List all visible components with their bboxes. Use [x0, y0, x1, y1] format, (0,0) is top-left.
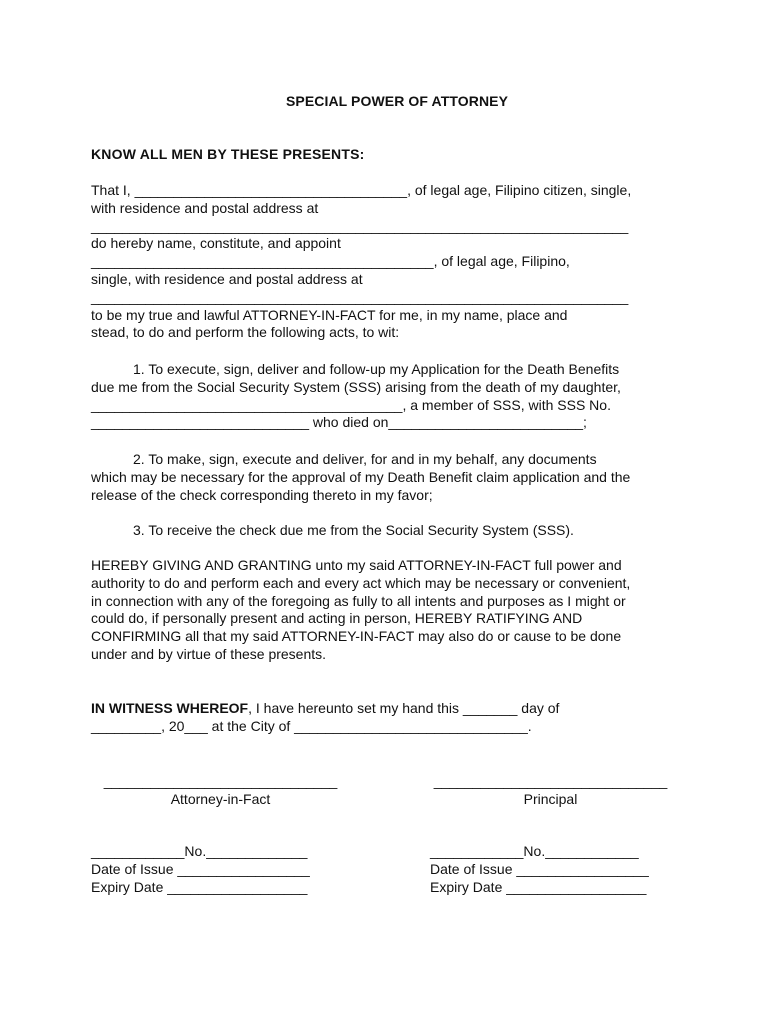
item-1-paragraph — [91, 361, 681, 432]
item-1-line: 1. To execute, sign, deliver and follow-up my Application for the Death Benefits — [133, 361, 620, 377]
hereby-line: CONFIRMING all that my said ATTORNEY-IN-FACT may also do or cause to be done — [91, 628, 622, 645]
item-2-paragraph — [91, 451, 681, 504]
item-1-line: ________________________________________, a member of SSS, with SSS No. — [91, 396, 611, 413]
intro-paragraph — [91, 182, 681, 342]
principal-id-date-of-issue: Date of Issue _________________ — [430, 860, 649, 877]
document-heading: KNOW ALL MEN BY THESE PRESENTS: — [91, 146, 365, 162]
intro-line: That I, ___________________________________, of legal age, Filipino citizen, single, — [91, 182, 632, 198]
principal-signature-block — [424, 773, 677, 809]
principal-signature-line: ______________________________ — [433, 773, 668, 789]
attorney-id-block — [91, 843, 310, 896]
principal-id-block — [430, 843, 649, 896]
witness-bold-text: IN WITNESS WHEREOF — [91, 700, 249, 716]
witness-line-2: _________, 20___ at the City of ______________________________. — [91, 717, 532, 734]
principal-signature-label: Principal — [523, 790, 578, 807]
item-1-line: ____________________________ who died on_________________________; — [91, 414, 587, 431]
attorney-id-number: ____________No._____________ — [91, 843, 308, 859]
intro-line: to be my true and lawful ATTORNEY-IN-FACT for me, in my name, place and — [91, 306, 568, 323]
item-1-line: due me from the Social Security System (SSS) arising from the death of my daughter, — [91, 378, 621, 395]
hereby-line: under and by virtue of these presents. — [91, 645, 327, 662]
item-2-line: which may be necessary for the approval of my Death Benefit claim application and the — [91, 468, 631, 485]
hereby-line: authority to do and perform each and every act which may be necessary or convenient, — [91, 574, 631, 591]
witness-line — [91, 700, 681, 718]
hereby-paragraph — [91, 557, 681, 664]
attorney-signature-line: ______________________________ — [103, 773, 338, 789]
item-3-paragraph — [91, 522, 681, 540]
intro-line: _____________________________________________________________________ — [91, 288, 629, 305]
hereby-line: in connection with any of the foregoing as fully to all intents and purposes as I might or — [91, 592, 626, 609]
intro-line: _____________________________________________________________________ — [91, 217, 629, 234]
hereby-line: could do, if personally present and acting in person, HEREBY RATIFYING AND — [91, 610, 583, 627]
witness-text: , I have hereunto set my hand this _______ day of — [248, 700, 560, 716]
principal-id-number: ____________No.____________ — [430, 843, 639, 859]
item-3-line: 3. To receive the check due me from the Social Security System (SSS). — [133, 522, 574, 538]
intro-line: single, with residence and postal address at — [91, 270, 363, 287]
item-2-line: release of the check corresponding thereto in my favor; — [91, 486, 433, 503]
hereby-line: HEREBY GIVING AND GRANTING unto my said ATTORNEY-IN-FACT full power and — [91, 557, 622, 573]
attorney-id-date-of-issue: Date of Issue _________________ — [91, 860, 310, 877]
intro-line: do hereby name, constitute, and appoint — [91, 235, 341, 252]
document-title: SPECIAL POWER OF ATTORNEY — [285, 93, 509, 109]
item-2-line: 2. To make, sign, execute and deliver, for and in my behalf, any documents — [133, 451, 597, 467]
principal-id-expiry-date: Expiry Date __________________ — [430, 878, 647, 895]
witness-paragraph — [91, 700, 681, 736]
attorney-signature-label: Attorney-in-Fact — [170, 790, 271, 807]
intro-line: stead, to do and perform the following acts, to wit: — [91, 324, 400, 341]
attorney-signature-block — [94, 773, 347, 809]
intro-line: with residence and postal address at — [91, 199, 319, 216]
intro-line: ____________________________________________, of legal age, Filipino, — [91, 253, 570, 270]
attorney-id-expiry-date: Expiry Date __________________ — [91, 878, 308, 895]
